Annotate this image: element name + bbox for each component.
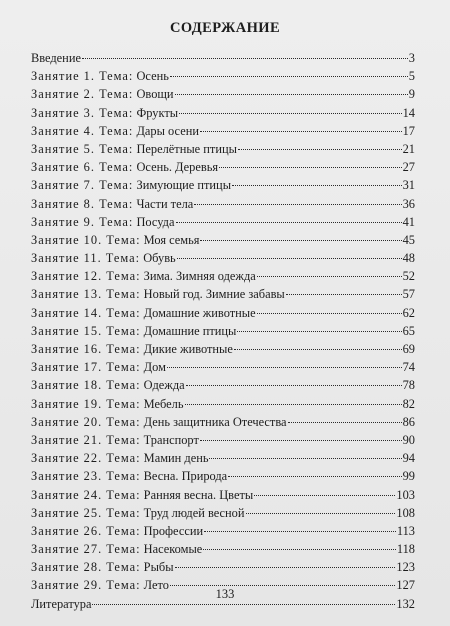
toc-entry-lesson: Занятие 15. Тема: — [31, 323, 141, 338]
toc-entry-topic: Части тела — [136, 196, 194, 211]
toc-entry-topic: Транспорт — [143, 432, 199, 447]
toc-entry-page: 127 — [396, 578, 415, 593]
toc-entry-topic: Ранняя весна. Цветы — [143, 487, 254, 502]
toc-entry-topic: День защитника Отечества — [143, 414, 287, 429]
toc-entry-lesson: Занятие 1. Тема: — [31, 69, 134, 84]
toc-entry-lesson: Занятие 11. Тема: — [31, 251, 141, 266]
toc-entry-topic: Дикие животные — [143, 342, 233, 356]
toc-entry-topic: Литература — [31, 596, 92, 611]
toc-entry-topic: Труд людей весной — [143, 505, 245, 520]
dot-leader — [228, 463, 401, 477]
toc-entry-page: 9 — [408, 87, 415, 102]
toc-entry-page: 27 — [402, 160, 415, 175]
toc-entry-lesson: Занятие 8. Тема: — [31, 196, 134, 211]
toc-entry-lesson: Занятие 5. Тема: — [31, 141, 134, 156]
page-number: 133 — [215, 587, 235, 601]
toc-entry-label — [31, 376, 185, 394]
toc-entry-page: 3 — [408, 51, 415, 65]
toc-entry-topic: Овощи — [136, 87, 174, 102]
toc-entry-lesson: Занятие 14. Тема: — [31, 305, 141, 320]
toc-entry-label — [31, 285, 285, 303]
toc-entry-label — [31, 431, 199, 449]
dot-leader — [175, 554, 396, 568]
toc-entry-page: 69 — [402, 342, 415, 356]
toc-entry-page: 17 — [402, 123, 415, 138]
toc-entry-label — [31, 322, 236, 340]
toc-entry-page: 94 — [402, 451, 415, 466]
toc-entry-topic: Дары осени — [136, 123, 199, 138]
toc-entry-topic: Перелётные птицы — [136, 141, 237, 156]
dot-leader — [238, 136, 402, 150]
toc-entry-label — [31, 249, 176, 267]
dot-leader — [204, 518, 396, 532]
dot-leader — [219, 154, 402, 168]
toc-entry-page: 31 — [402, 178, 415, 193]
dot-leader — [176, 209, 402, 223]
dot-leader — [200, 118, 402, 132]
toc-entry-page: 57 — [402, 287, 415, 302]
dot-leader — [179, 100, 402, 114]
toc-entry-label — [31, 449, 208, 467]
toc-entry-topic: Насекомые — [143, 542, 203, 557]
toc-entry-page: 108 — [396, 505, 415, 520]
toc-entry-page: 14 — [402, 105, 415, 120]
toc-entry-topic: Весна. Природа — [143, 469, 228, 484]
toc-entry-label — [31, 195, 193, 213]
toc-entry-label — [31, 85, 174, 103]
toc-entry-page: 99 — [402, 469, 415, 484]
toc-entry-lesson: Занятие 13. Тема: — [31, 287, 141, 302]
toc-entry-page: 90 — [402, 432, 415, 447]
dot-leader — [200, 427, 402, 441]
toc-entry-topic: Одежда — [143, 378, 185, 393]
dot-leader — [170, 63, 408, 77]
toc-entry-label — [31, 213, 175, 231]
dot-leader — [286, 281, 402, 295]
toc-entry-topic: Домашние птицы — [143, 323, 237, 338]
dot-leader — [167, 354, 402, 368]
toc-entry-lesson: Занятие 16. Тема: — [31, 342, 141, 356]
toc-entry-topic: Обувь — [143, 251, 176, 266]
toc-entry-page: 5 — [408, 69, 415, 84]
toc-entry-lesson: Занятие 28. Тема: — [31, 560, 141, 575]
toc-entry-page: 82 — [402, 396, 415, 411]
toc-entry-label — [31, 267, 256, 285]
toc-entry-lesson: Занятие 12. Тема: — [31, 269, 141, 284]
toc-entry-page: 36 — [402, 196, 415, 211]
toc-entry-topic: Мебель — [143, 396, 184, 411]
toc-entry-page: 41 — [402, 214, 415, 229]
toc-entry-label — [31, 104, 178, 122]
toc-entry-lesson: Занятие 9. Тема: — [31, 214, 134, 229]
toc-entry-lesson: Занятие 19. Тема: — [31, 396, 141, 411]
toc-entry-page: 123 — [396, 560, 415, 575]
toc-entry-lesson: Занятие 20. Тема: — [31, 414, 141, 429]
dot-leader — [288, 409, 402, 423]
toc-entry-label — [31, 158, 218, 176]
toc-entry-page: 21 — [402, 141, 415, 156]
dot-leader — [246, 500, 396, 514]
toc-entry-topic: Моя семья — [143, 232, 200, 247]
toc-entry-topic: Введение — [31, 51, 81, 65]
dot-leader — [82, 45, 408, 59]
toc-entry-topic: Мамин день — [143, 451, 209, 466]
toc-entry-page: 118 — [396, 542, 415, 557]
dot-leader — [186, 372, 402, 386]
toc-entry-label — [31, 122, 199, 140]
toc-entry-topic: Фрукты — [136, 105, 179, 120]
toc-entry-label — [31, 304, 256, 322]
dot-leader — [194, 191, 401, 205]
toc-entry-page: 78 — [402, 378, 415, 393]
toc-entry-lesson: Занятие 10. Тема: — [31, 232, 141, 247]
dot-leader — [177, 245, 402, 259]
toc-entry-topic: Профессии — [143, 523, 204, 538]
toc-entry-lesson: Занятие 25. Тема: — [31, 505, 141, 520]
toc-entry-label — [31, 522, 203, 540]
toc-entry-lesson: Занятие 7. Тема: — [31, 178, 134, 193]
toc-entry-page: 62 — [402, 305, 415, 320]
toc-entry-label — [31, 486, 253, 504]
toc-entry-lesson: Занятие 3. Тема: — [31, 105, 134, 120]
toc-entry-lesson: Занятие 2. Тема: — [31, 87, 134, 102]
dot-leader — [234, 336, 402, 350]
toc-entry-topic: Посуда — [136, 214, 175, 229]
dot-leader — [232, 172, 402, 186]
toc-entry-lesson: Занятие 21. Тема: — [31, 432, 141, 447]
toc-entry-label — [31, 558, 174, 576]
dot-leader — [209, 445, 401, 459]
toc-entry-page: 103 — [396, 487, 415, 502]
toc-entry-lesson: Занятие 4. Тема: — [31, 123, 134, 138]
toc-entry-lesson: Занятие 27. Тема: — [31, 542, 141, 557]
toc-entry-label — [31, 358, 166, 376]
toc-entry-label — [31, 49, 81, 67]
toc-entry-page: 48 — [402, 251, 415, 266]
toc-entry-page: 74 — [402, 360, 415, 375]
toc-entry-label — [31, 467, 227, 485]
dot-leader — [254, 482, 395, 496]
toc-entry-page: 52 — [402, 269, 415, 284]
toc-entry-lesson: Занятие 26. Тема: — [31, 523, 141, 538]
dot-leader — [200, 227, 401, 241]
dot-leader — [237, 318, 401, 332]
toc-entry-page: 65 — [402, 323, 415, 338]
toc-entry-topic: Осень. Деревья — [136, 160, 219, 175]
toc-entry-page: 86 — [402, 414, 415, 429]
toc-entry-page: 132 — [396, 596, 415, 611]
toc-entry-page: 113 — [396, 523, 415, 538]
toc-entry-lesson: Занятие 29. Тема: — [31, 578, 141, 593]
toc-entry-label — [31, 395, 184, 413]
dot-leader — [175, 81, 408, 95]
toc-entry-topic: Лето — [143, 578, 169, 593]
dot-leader — [170, 572, 395, 586]
toc-entry-lesson: Занятие 18. Тема: — [31, 378, 141, 393]
dot-leader — [257, 300, 402, 314]
toc-entry-topic: Зима. Зимняя одежда — [143, 269, 256, 284]
toc-entry-lesson: Занятие 17. Тема: — [31, 360, 141, 375]
page-title: СОДЕРЖАНИЕ — [169, 20, 281, 36]
toc-entry-topic: Рыбы — [143, 560, 174, 575]
dot-leader — [203, 536, 396, 550]
toc-entry-lesson: Занятие 23. Тема: — [31, 469, 141, 484]
toc-entry-label — [31, 67, 169, 85]
dot-leader — [257, 263, 402, 277]
toc-entry-topic: Осень — [136, 69, 169, 84]
table-of-contents — [31, 48, 415, 612]
toc-entry-topic: Новый год. Зимние забавы — [143, 287, 285, 302]
toc-entry-page: 45 — [402, 232, 415, 247]
toc-entry-topic: Домашние животные — [143, 305, 256, 320]
toc-entry-topic: Зимующие птицы — [136, 178, 232, 193]
toc-entry-topic: Дом — [143, 360, 166, 375]
toc-entry-lesson: Занятие 24. Тема: — [31, 487, 141, 502]
toc-entry-lesson: Занятие 6. Тема: — [31, 160, 134, 175]
toc-entry-label — [31, 231, 199, 249]
toc-entry-lesson: Занятие 22. Тема: — [31, 451, 141, 466]
dot-leader — [185, 391, 402, 405]
toc-entry-label — [31, 140, 237, 158]
